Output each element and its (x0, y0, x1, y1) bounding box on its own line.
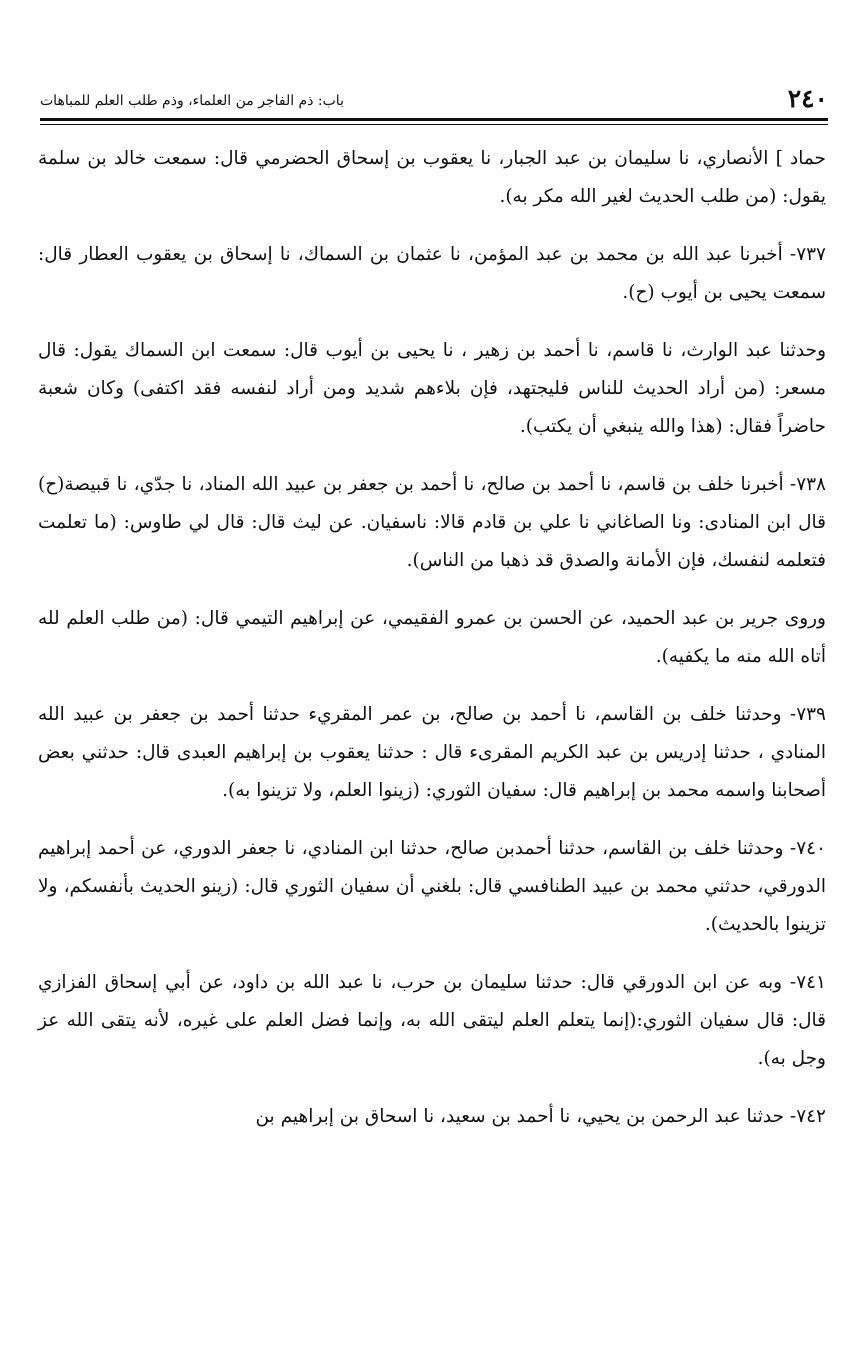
paragraph-740: ٧٤٠- وحدثنا خلف بن القاسم، حدثنا أحمدبن صالح، حدثنا ابن المنادي، نا جعفر الدوري، عن أحمد إبراهيم الدورقي، حدثني محمد بن عبيد الطنافسي قال: بلغني أن سفيان الثوري قال: (زينو الحديث بأنفسكم، ولا تزينوا بالحديث). (38, 838, 826, 935)
paragraph-738-cont: وروى جرير بن عبد الحميد، عن الحسن بن عمرو الفقيمي، عن إبراهيم التيمي قال: (من طلب العلم لله أتاه الله منه ما يكفيه). (38, 608, 826, 667)
paragraph-737: ٧٣٧- أخبرنا عبد الله بن محمد بن عبد المؤمن، نا عثمان بن السماك، نا إسحاق بن يعقوب العطار قال: سمعت يحيى بن أيوب (ح). (38, 244, 826, 303)
running-title: باب: ذم الفاجر من العلماء، وذم طلب العلم للمباهات (40, 93, 344, 109)
paragraph-continuation: حماد ] الأنصاري، نا سليمان بن عبد الجبار، نا يعقوب بن إسحاق الحضرمي قال: سمعت خالد بن سلمة يقول: (من طلب الحديث لغير الله مكر به). (38, 148, 826, 207)
page-body (38, 140, 826, 1364)
paragraph-739: ٧٣٩- وحدثنا خلف بن القاسم، نا أحمد بن صالح، بن عمر المقريء حدثنا أحمد بن جعفر بن عبيد الله المنادي ، حدثنا إدريس بن عبد الكريم المقرىء قال : حدثنا يعقوب بن إبراهيم العبدى قال: حدثني بعض أصحابنا واسمه محمد بن إبراهيم قال: سفيان الثوري: (زينوا العلم، ولا تزينوا به). (38, 704, 826, 801)
paragraph-738: ٧٣٨- أخبرنا خلف بن قاسم، نا أحمد بن صالح، نا أحمد بن جعفر بن عبيد الله المناد، نا جدّي، نا قبيصة(ح) قال ابن المنادى: ونا الصاغاني نا علي بن قادم قالا: ناسفيان. عن ليث قال: قال لي طاوس: (ما تعلمت فتعلمه لنفسك، فإن الأمانة والصدق قد ذهبا من الناس). (38, 474, 826, 571)
page-header (40, 78, 828, 114)
page-number: ٢٤٠ (787, 84, 828, 113)
paragraph-742: ٧٤٢- حدثنا عبد الرحمن بن يحيي، نا أحمد بن سعيد، نا اسحاق بن إبراهيم بن (255, 1106, 826, 1127)
paragraph-737-cont: وحدثنا عبد الوارث، نا قاسم، نا أحمد بن زهير ، نا يحيى بن أيوب قال: سمعت ابن السماك يقول: قال مسعر: (من أراد الحديث للناس فليجتهد، فإن بلاءهم شديد ومن أراد لنفسه فقد اكتفى) وكان شعبة حاضراً فقال: (هذا والله ينبغي أن يكتب). (38, 340, 826, 437)
header-rule-thin (40, 124, 828, 125)
paragraph-741: ٧٤١- وبه عن ابن الدورقي قال: حدثنا سليمان بن حرب، نا عبد الله بن داود، عن أبي إسحاق الفزازي قال: قال سفيان الثوري:(إنما يتعلم العلم ليتقى الله به، وإنما فضل العلم على غيره، لأنه يتقى الله عز وجل به). (38, 972, 826, 1069)
header-rule-thick (40, 118, 828, 121)
